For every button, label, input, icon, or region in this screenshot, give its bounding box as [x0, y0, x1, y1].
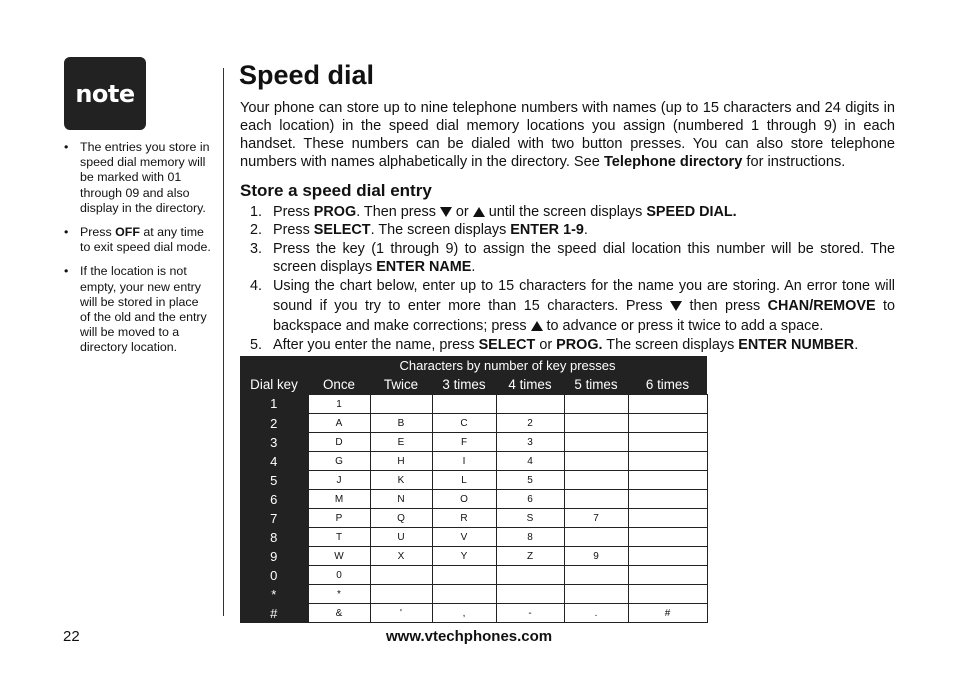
table-cell: S	[496, 509, 564, 528]
step-2: 2. Press SELECT. The screen displays ENTER 1-9.	[250, 222, 588, 238]
table-cell: U	[370, 528, 432, 547]
column-header: 5 times	[564, 374, 628, 395]
table-cell	[628, 566, 707, 585]
table-cell: 3	[496, 433, 564, 452]
table-cell: 7	[564, 509, 628, 528]
table-cell: .	[564, 604, 628, 623]
table-cell	[628, 528, 707, 547]
table-row	[240, 547, 707, 566]
dial-key-cell: 8	[240, 528, 308, 547]
table-cell	[628, 414, 707, 433]
table-cell: Q	[370, 509, 432, 528]
table-cell: F	[432, 433, 496, 452]
dial-key-cell: 3	[240, 433, 308, 452]
table-cell	[628, 395, 707, 414]
table-cell: A	[308, 414, 370, 433]
table-cell	[496, 395, 564, 414]
table-cell: Y	[432, 547, 496, 566]
table-cell: G	[308, 452, 370, 471]
table-row	[240, 566, 707, 585]
dial-key-cell: 6	[240, 490, 308, 509]
step-3: 3. Press the key (1 through 9) to assign the speed dial location this number will be stored. The screen displays ENTER NAME.	[250, 241, 895, 275]
table-cell: 8	[496, 528, 564, 547]
table-cell	[564, 452, 628, 471]
table-cell	[564, 414, 628, 433]
table-cell: K	[370, 471, 432, 490]
table-cell: Z	[496, 547, 564, 566]
table-cell: D	[308, 433, 370, 452]
table-cell	[564, 471, 628, 490]
table-cell	[564, 585, 628, 604]
table-cell: 2	[496, 414, 564, 433]
note-item: • The entries you store in speed dial memory will be marked with 01 through 09 and also display in the directory.	[62, 140, 212, 216]
table-cell	[564, 528, 628, 547]
table-cell: R	[432, 509, 496, 528]
table-row	[240, 433, 707, 452]
step-5: 5. After you enter the name, press SELECT or PROG. The screen displays ENTER NUMBER.	[250, 337, 859, 353]
table-cell: 1	[308, 395, 370, 414]
table-row	[240, 490, 707, 509]
table-cell: -	[496, 604, 564, 623]
column-header: Once	[308, 374, 370, 395]
table-caption: Characters by number of key presses	[308, 356, 707, 374]
table-cell: ,	[432, 604, 496, 623]
table-cell	[628, 585, 707, 604]
up-arrow-icon	[531, 321, 543, 331]
page-number: 22	[63, 628, 80, 645]
column-header: 6 times	[628, 374, 707, 395]
table-cell	[564, 433, 628, 452]
down-arrow-icon	[440, 207, 452, 217]
table-cell: B	[370, 414, 432, 433]
divider-line	[223, 68, 224, 616]
step-1: 1. Press PROG. Then press or until the screen displays SPEED DIAL.	[250, 204, 737, 220]
intro-paragraph: Your phone can store up to nine telephone numbers with names (up to 15 characters and 24 digits in each location) in the speed dial memory locations you assign (numbered 1 through 9) in each handset. These numbers can be dialed with two button presses. You can also store telephone numbers with names alphabetically in the directory. See Telephone directory for instructions.	[240, 100, 895, 170]
table-cell: E	[370, 433, 432, 452]
table-cell	[432, 395, 496, 414]
dial-key-cell: 2	[240, 414, 308, 433]
up-arrow-icon	[473, 207, 485, 217]
table-cell	[370, 585, 432, 604]
table-row	[240, 604, 707, 623]
character-chart	[240, 356, 708, 623]
step-4: 4. Using the chart below, enter up to 15 characters for the name you are storing. An error tone will sound if you try to enter more than 15 characters. Press then press CHAN/REMOVE to backspace and make corrections; press to advance or press it twice to add a space.	[250, 278, 896, 334]
column-header: 3 times	[432, 374, 496, 395]
down-arrow-icon	[670, 301, 682, 311]
dial-key-cell: 7	[240, 509, 308, 528]
column-header: Twice	[370, 374, 432, 395]
section-heading: Store a speed dial entry	[240, 181, 432, 200]
table-cell: L	[432, 471, 496, 490]
table-row	[240, 509, 707, 528]
sidebar-notes	[62, 140, 212, 365]
column-header: Dial key	[240, 374, 308, 395]
table-cell	[370, 395, 432, 414]
table-row	[240, 452, 707, 471]
table-cell: &	[308, 604, 370, 623]
table-cell: 4	[496, 452, 564, 471]
dial-key-cell: 4	[240, 452, 308, 471]
table-cell	[564, 490, 628, 509]
table-cell	[628, 452, 707, 471]
table-cell: 5	[496, 471, 564, 490]
table-cell	[432, 566, 496, 585]
table-cell: 9	[564, 547, 628, 566]
table-cell: H	[370, 452, 432, 471]
table-cell: M	[308, 490, 370, 509]
table-cell	[628, 509, 707, 528]
table-cell: N	[370, 490, 432, 509]
steps-list	[250, 203, 895, 354]
table-cell: C	[432, 414, 496, 433]
table-cell	[564, 395, 628, 414]
dial-key-cell: 9	[240, 547, 308, 566]
note-item: • If the location is not empty, your new entry will be stored in place of the old and the entry will be moved to a directory location.	[62, 264, 212, 355]
table-cell: W	[308, 547, 370, 566]
table-cell: P	[308, 509, 370, 528]
table-row	[240, 414, 707, 433]
table-cell	[628, 547, 707, 566]
table-row	[240, 395, 707, 414]
dial-key-cell: #	[240, 604, 308, 623]
table-cell	[496, 566, 564, 585]
table-cell: *	[308, 585, 370, 604]
table-cell: 6	[496, 490, 564, 509]
dial-key-cell: 5	[240, 471, 308, 490]
dial-key-cell: *	[240, 585, 308, 604]
table-cell: '	[370, 604, 432, 623]
table-row	[240, 528, 707, 547]
table-cell: O	[432, 490, 496, 509]
note-badge: note	[64, 57, 146, 130]
table-corner	[240, 356, 308, 374]
table-cell	[628, 490, 707, 509]
page-title: Speed dial	[239, 60, 375, 90]
table-cell: I	[432, 452, 496, 471]
note-item: • Press OFF at any time to exit speed dial mode.	[62, 225, 212, 255]
table-row	[240, 585, 707, 604]
table-cell: #	[628, 604, 707, 623]
table-cell	[370, 566, 432, 585]
table-cell: T	[308, 528, 370, 547]
table-cell: J	[308, 471, 370, 490]
table-cell	[432, 585, 496, 604]
table-cell: X	[370, 547, 432, 566]
dial-key-cell: 0	[240, 566, 308, 585]
table-cell	[628, 433, 707, 452]
table-cell	[628, 471, 707, 490]
column-header: 4 times	[496, 374, 564, 395]
table-cell: 0	[308, 566, 370, 585]
table-cell	[496, 585, 564, 604]
dial-key-cell: 1	[240, 395, 308, 414]
table-row	[240, 471, 707, 490]
website-url: www.vtechphones.com	[386, 628, 553, 645]
table-cell: V	[432, 528, 496, 547]
table-cell	[564, 566, 628, 585]
